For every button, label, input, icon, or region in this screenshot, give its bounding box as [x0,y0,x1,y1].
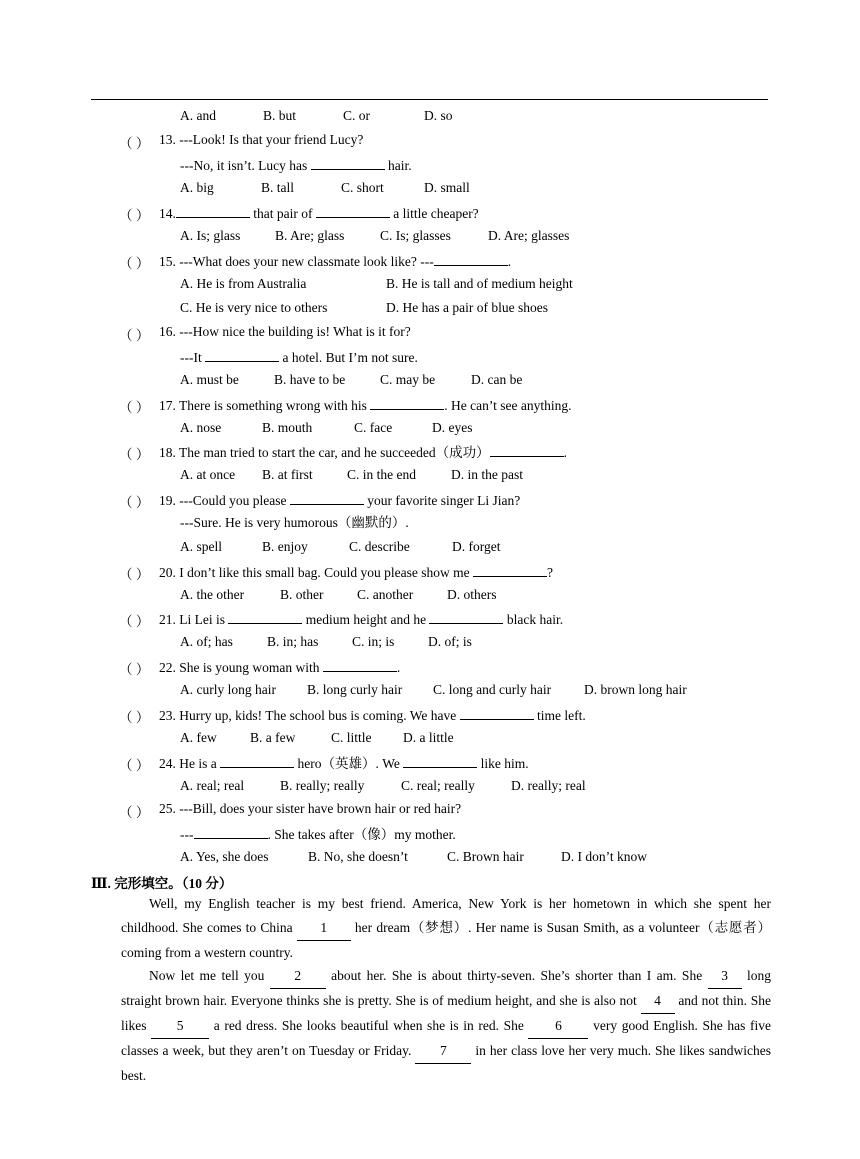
question-stem: 18. The man tried to start the car, and he succeeded（成功） . [159,445,567,460]
answer-paren: （ ） [119,710,150,725]
option-a: A. He is from Australia [180,276,307,291]
option-c: C. or [343,108,370,123]
answer-blank[interactable] [370,396,444,410]
option-a: A. Is; glass [180,228,241,243]
answer-blank[interactable] [434,252,508,266]
option-b: B. No, she doesn’t [308,849,408,864]
answer-blank[interactable] [311,156,385,170]
option-b: B. really; really [280,778,365,793]
option-b: B. other [280,587,324,602]
answer-blank[interactable] [316,204,390,218]
answer-blank[interactable] [228,610,302,624]
answer-paren: （ ） [119,328,150,343]
option-a: A. and [180,108,216,123]
question-stem: 20. I don’t like this small bag. Could you please show me ? [159,565,553,580]
answer-blank[interactable] [490,443,564,457]
cloze-blank-7[interactable]: 7 [415,1039,471,1064]
option-d: D. small [424,180,470,195]
option-a: A. nose [180,420,222,435]
answer-paren: （ ） [119,400,150,415]
option-a: A. few [180,730,217,745]
option-c: C. real; really [401,778,475,793]
option-c: C. short [341,180,384,195]
option-b: B. Are; glass [275,228,345,243]
option-d: D. eyes [432,420,473,435]
question-stem: 22. She is young woman with . [159,660,401,675]
question-stem: 16. ---How nice the building is! What is it for? [159,324,411,339]
option-b: B. at first [262,467,313,482]
option-b: B. in; has [267,634,319,649]
option-c: C. in the end [347,467,416,482]
answer-paren: （ ） [119,447,150,462]
question-stem: 23. Hurry up, kids! The school bus is coming. We have time left. [159,708,586,723]
question-line-2: ---Sure. He is very humorous（幽默的）. [180,515,409,530]
question-stem: 24. He is a hero（英雄）. We like him. [159,756,529,771]
cloze-blank-4[interactable]: 4 [641,989,675,1014]
answer-blank[interactable] [290,491,364,505]
option-b: B. but [263,108,297,123]
answer-blank[interactable] [176,204,250,218]
cloze-blank-6[interactable]: 6 [528,1014,588,1039]
answer-blank[interactable] [205,348,279,362]
option-c: C. face [354,420,393,435]
question-line-2: ---No, it isn’t. Lucy has hair. [180,158,412,173]
question-stem: 17. There is something wrong with his . He can’t see anything. [159,398,572,413]
option-a: A. the other [180,587,245,602]
answer-paren: （ ） [119,136,150,151]
option-c: C. Brown hair [447,849,524,864]
cloze-blank-3[interactable]: 3 [708,964,742,989]
answer-paren: （ ） [119,567,150,582]
question-line-2: --- . She takes after（像）my mother. [180,827,456,842]
option-d: D. can be [471,372,523,387]
option-c: C. in; is [352,634,395,649]
option-b: B. tall [261,180,294,195]
option-d: D. in the past [451,467,523,482]
option-b: B. have to be [274,372,346,387]
question-stem: 21. Li Lei is medium height and he black hair. [159,612,564,627]
option-d: D. of; is [428,634,472,649]
option-c: C. long and curly hair [433,682,552,697]
option-d: D. others [447,587,497,602]
option-a: A. curly long hair [180,682,276,697]
cloze-blank-2[interactable]: 2 [270,964,326,989]
option-a: A. big [180,180,214,195]
answer-blank[interactable] [323,658,397,672]
answer-paren: （ ） [119,805,150,820]
option-c: C. another [357,587,414,602]
option-a: A. of; has [180,634,233,649]
option-d: D. I don’t know [561,849,647,864]
answer-paren: （ ） [119,495,150,510]
cloze-blank-5[interactable]: 5 [151,1014,209,1039]
option-b: B. enjoy [262,539,308,554]
answer-blank[interactable] [403,754,477,768]
option-d: D. forget [452,539,501,554]
question-line-2: ---It a hotel. But I’m not sure. [180,350,418,365]
question-stem: 15. ---What does your new classmate look like? --- . [159,254,512,269]
question-stem: 19. ---Could you please your favorite singer Li Jian? [159,493,521,508]
option-c: C. little [331,730,372,745]
answer-paren: （ ） [119,614,150,629]
option-d: D. a little [403,730,454,745]
option-c: C. Is; glasses [380,228,451,243]
option-a: A. Yes, she does [180,849,269,864]
question-stem: 14. that pair of a little cheaper? [159,206,479,221]
answer-paren: （ ） [119,758,150,773]
answer-blank[interactable] [473,563,547,577]
cloze-blank-1[interactable]: 1 [297,916,351,941]
option-a: A. real; real [180,778,245,793]
answer-blank[interactable] [220,754,294,768]
option-b: B. He is tall and of medium height [386,276,573,291]
cloze-paragraph-1: Well, my English teacher is my best friend. America, New York is her hometown in which she spent her childhood. She comes to China 1 her dream（梦想）. Her name is Susan Smith, as a volunteer（志愿者）coming from a western country. [121,896,771,960]
answer-blank[interactable] [194,825,268,839]
option-b: B. long curly hair [307,682,403,697]
header-rule [91,99,768,100]
section-heading: Ⅲ. 完形填空。（10 分） [91,876,233,891]
option-d: D. so [424,108,453,123]
option-c: C. describe [349,539,410,554]
answer-paren: （ ） [119,208,150,223]
option-a: A. spell [180,539,222,554]
option-d: D. really; real [511,778,586,793]
option-b: B. mouth [262,420,313,435]
option-b: B. a few [250,730,296,745]
answer-paren: （ ） [119,256,150,271]
answer-paren: （ ） [119,662,150,677]
option-c: C. He is very nice to others [180,300,328,315]
option-a: A. must be [180,372,239,387]
cloze-paragraph-2: Now let me tell you 2 about her. She is about thirty-seven. She’s shorter than I am. She 3 long straight brown hair. Everyone thinks she is pretty. She is of medium height, and she is also not 4 and not thin. She likes 5 a red dress. She looks beautiful when she is in red. She 6 very good English. She has five classes a week, but they aren’t on Tuesday or Friday. 7 in her class love her very much. She likes sandwiches best. [121,964,771,1088]
answer-blank[interactable] [429,610,503,624]
question-stem: 25. ---Bill, does your sister have brown hair or red hair? [159,801,462,816]
option-c: C. may be [380,372,436,387]
question-stem: 13. ---Look! Is that your friend Lucy? [159,132,364,147]
answer-blank[interactable] [460,706,534,720]
option-d: D. Are; glasses [488,228,570,243]
option-a: A. at once [180,467,236,482]
option-d: D. He has a pair of blue shoes [386,300,548,315]
option-d: D. brown long hair [584,682,687,697]
